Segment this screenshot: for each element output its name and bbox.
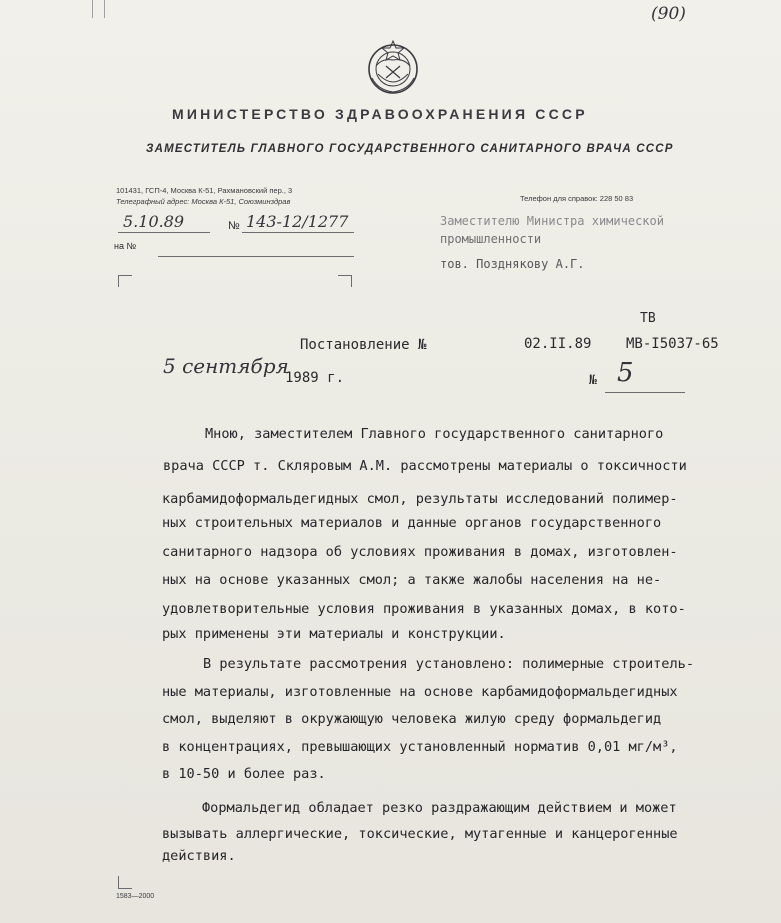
body-line: ных строительных материалов и данные органов государственного xyxy=(162,515,662,531)
body-line: В результате рассмотрения установлено: полимерные строитель- xyxy=(203,656,695,672)
ministry-heading: МИНИСТЕРСТВО ЗДРАВООХРАНЕНИЯ СССР xyxy=(172,106,588,122)
margin-mark xyxy=(92,0,93,18)
body-line: ных на основе указанных смол; а также жалобы населения на не- xyxy=(162,572,662,588)
reply-to-label: на № xyxy=(114,241,137,251)
body-line: действия. xyxy=(162,848,236,864)
handwritten-resolution-number: 5 xyxy=(617,358,634,388)
corner-mark-right-v xyxy=(351,275,352,287)
resolution-label: Постановление № xyxy=(300,337,427,353)
number-underline xyxy=(242,232,354,233)
resolution-code: МВ-I5037-65 xyxy=(626,336,719,352)
recipient-line-3: тов. Позднякову А.Г. xyxy=(440,257,585,271)
resolution-year: 1989 г. xyxy=(285,370,345,386)
address-line-2: Телеграфный адрес: Москва К-51, Союзминздрав xyxy=(116,197,291,206)
body-line: санитарного надзора об условиях проживания в домах, изготовлен- xyxy=(162,544,678,560)
footer-corner-mark-v xyxy=(118,876,119,888)
body-line: в концентрациях, превышающих установленный норматив 0,01 мг/м³, xyxy=(162,739,678,755)
body-line: врача СССР т. Скляровым А.М. рассмотрены материалы о токсичности xyxy=(163,458,687,474)
body-line: вызывать аллергические, токсические, мутагенные и канцерогенные xyxy=(162,826,678,842)
number-label: № xyxy=(228,220,240,232)
handwritten-number: 143-12/1277 xyxy=(246,212,349,231)
resolution-number-label: № xyxy=(589,373,597,388)
resolution-date: 02.II.89 xyxy=(524,336,592,352)
body-line: Формальдегид обладает резко раздражающим действием и может xyxy=(202,800,677,816)
handwritten-page-number: (90) xyxy=(651,4,686,24)
handwritten-day: 5 сентября xyxy=(163,354,289,378)
recipient-line-1: Заместителю Министра химической xyxy=(440,214,664,228)
body-line: рых применены эти материалы и конструкции. xyxy=(162,626,506,642)
reply-underline xyxy=(158,256,354,257)
handwritten-date: 5.10.89 xyxy=(123,212,185,231)
body-line: в 10-50 и более раз. xyxy=(162,766,326,782)
address-line-1: 101431, ГСП-4, Москва К-51, Рахмановский пер., 3 xyxy=(116,186,293,195)
tv-mark: ТВ xyxy=(640,311,656,326)
body-line: смол, выделяют в окружающую человека жилую среду формальдегид xyxy=(162,711,662,727)
corner-mark-left-v xyxy=(118,275,119,287)
date-underline xyxy=(118,232,210,233)
corner-mark-left xyxy=(118,275,132,276)
deputy-title: ЗАМЕСТИТЕЛЬ ГЛАВНОГО ГОСУДАРСТВЕННОГО САНИТАРНОГО ВРАЧА СССР xyxy=(146,143,674,155)
recipient-line-2: промышленности xyxy=(440,232,542,246)
ussr-emblem-icon xyxy=(364,38,422,96)
corner-mark-right xyxy=(338,275,352,276)
body-line: карбамидоформальдегидных смол, результаты исследований полимер- xyxy=(162,491,678,507)
form-code: 1583—2000 xyxy=(116,893,155,900)
resolution-number-underline xyxy=(605,392,685,393)
footer-corner-mark xyxy=(118,888,132,889)
margin-mark xyxy=(104,0,105,18)
body-line: Мною, заместителем Главного государственного санитарного xyxy=(205,426,664,442)
body-line: ные материалы, изготовленные на основе карбамидоформальдегидных xyxy=(162,684,678,700)
phone-line: Телефон для справок: 228 50 83 xyxy=(520,194,634,203)
body-line: удовлетворительные условия проживания в указанных домах, в кото- xyxy=(162,601,686,617)
